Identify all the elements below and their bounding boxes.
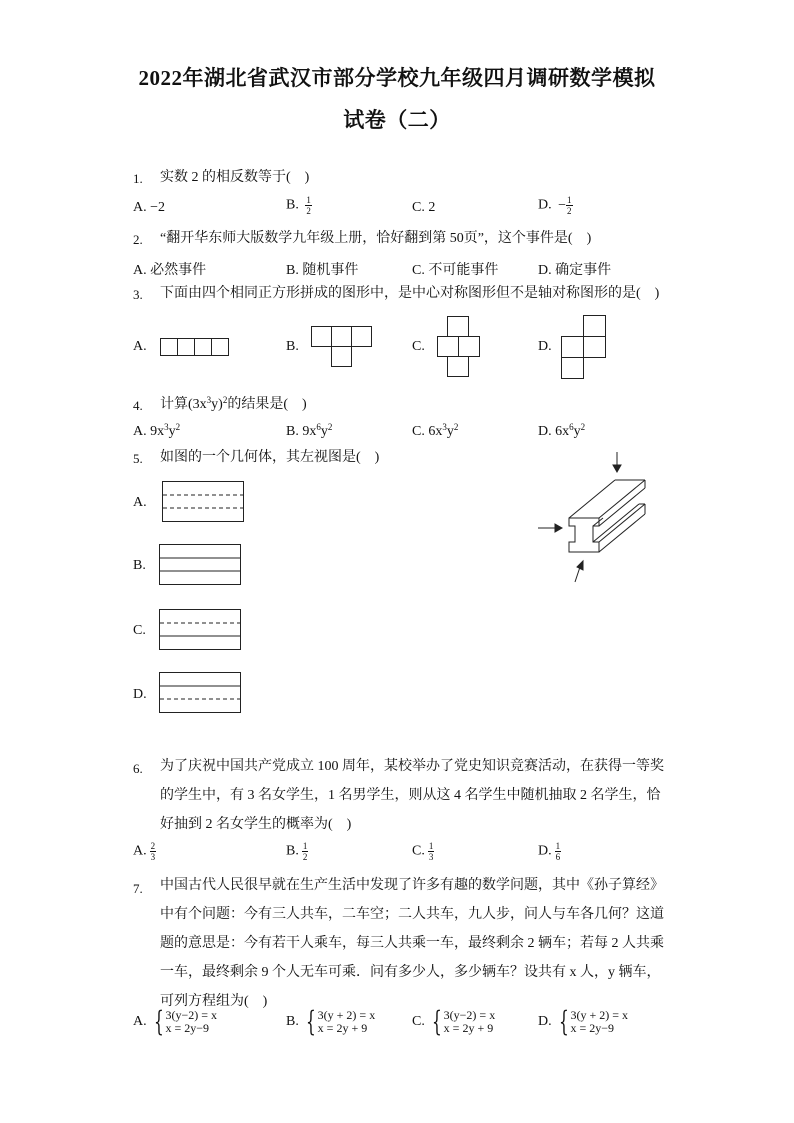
- option-label: D.: [538, 197, 552, 213]
- option-c[interactable]: [412, 200, 435, 216]
- option-d[interactable]: D. $6x^6y^2$: [538, 422, 586, 439]
- option-c[interactable]: C. 不可能事件: [412, 263, 499, 278]
- option-label: B.: [286, 197, 299, 213]
- l-shape-figure: [561, 315, 607, 381]
- view-a-figure: [162, 481, 244, 523]
- question-stem: “翻开华东师大版数学九年级上册，恰好翻到第 50页”，这个事件是( ): [160, 231, 592, 246]
- option-b[interactable]: B. { 3(y + 2) = x x = 2y + 9: [286, 1005, 376, 1038]
- page-title-line-1: 2022年湖北省武汉市部分学校九年级四月调研数学模拟: [138, 66, 656, 90]
- option-c[interactable]: C. $6x^3y^2$: [412, 422, 459, 439]
- option-a[interactable]: A. $9x^3y^2$: [133, 422, 181, 439]
- view-d-figure: [159, 672, 241, 714]
- question-number: 3.: [133, 287, 143, 302]
- option-a[interactable]: A.: [133, 495, 147, 510]
- option-a[interactable]: [133, 200, 165, 216]
- option-a[interactable]: A. 必然事件: [133, 263, 207, 278]
- option-d[interactable]: D. $\frac{1}{6}$: [538, 841, 561, 862]
- question-stem: 下面由四个相同正方形拼成的图形中，是中心对称图形但不是轴对称图形的是( ): [160, 286, 660, 301]
- option-a[interactable]: A. { 3(y−2) = x x = 2y−9: [133, 1005, 217, 1038]
- question-number: 2.: [133, 232, 143, 247]
- question-number: 4.: [133, 398, 143, 413]
- i-beam-solid-figure: [535, 448, 665, 588]
- t-shape-figure: [311, 326, 373, 368]
- option-text: 2: [428, 200, 436, 215]
- option-a[interactable]: A. $\frac{2}{3}$: [133, 841, 156, 862]
- option-d[interactable]: D.: [133, 687, 147, 702]
- option-a[interactable]: A.: [133, 339, 147, 354]
- staggered-squares-figure: [437, 316, 481, 380]
- option-b[interactable]: B. $\frac{1}{2}$: [286, 841, 308, 862]
- option-b[interactable]: B. $9x^6y^2$: [286, 422, 333, 439]
- option-d[interactable]: D. 确定事件: [538, 263, 612, 278]
- option-b[interactable]: [286, 195, 312, 216]
- option-d[interactable]: D.: [538, 339, 552, 354]
- view-b-figure: [159, 544, 241, 586]
- question-number: 6.: [133, 761, 143, 776]
- question-stem: 实数 2 的相反数等于( ): [160, 170, 310, 185]
- option-d[interactable]: D. { 3(y + 2) = x x = 2y−9: [538, 1005, 628, 1038]
- option-c[interactable]: C. { 3(y−2) = x x = 2y + 9: [412, 1005, 496, 1038]
- option-label: A.: [133, 200, 147, 215]
- fraction: $\frac{1}{2}$: [306, 195, 311, 216]
- four-squares-row-figure: [160, 338, 232, 356]
- option-c[interactable]: C.: [133, 623, 146, 638]
- option-b[interactable]: B.: [286, 339, 299, 354]
- view-c-figure: [159, 609, 241, 651]
- question-stem: 计算$(3x^3y)^2$的结果是( ): [160, 395, 307, 412]
- question-number: 5.: [133, 451, 143, 466]
- question-stem: 如图的一个几何体，其左视图是( ): [160, 450, 380, 465]
- question-stem: 为了庆祝中国共产党成立 100 周年，某校举办了党史知识竞赛活动，在获得一等奖 的学生中，有 3 名女学生，1 名男学生，则从这 4 名学生中随机抽取 2 名学生，恰 好抽到 2 名女学生的概率为( ): [160, 759, 664, 832]
- question-stem: 中国古代人民很早就在生产生活中发现了许多有趣的数学问题，其中《孙子算经》 中有个问题：今有三人共车，二车空；二人共车，九人步，问人与车各几何？这道 题的意思是：今有若干人乘车，每三人共乘一车，最终剩余 2 辆车；若每 2 人共乘 一车，最终剩余 9 个人无车可乘．问有多少人，多少辆车？设共有 x 人，y 辆车， 可列方程组为( ): [160, 878, 664, 1009]
- option-b[interactable]: B. 随机事件: [286, 263, 359, 278]
- question-number: 1.: [133, 171, 143, 186]
- option-c[interactable]: C.: [412, 339, 425, 354]
- option-text: −2: [150, 200, 166, 215]
- option-c[interactable]: C. $\frac{1}{3}$: [412, 841, 434, 862]
- fraction: $\frac{1}{2}$: [567, 195, 572, 216]
- option-d[interactable]: [538, 195, 573, 216]
- option-b[interactable]: B.: [133, 558, 146, 573]
- option-label: C.: [412, 200, 425, 215]
- minus-sign: −: [558, 197, 567, 213]
- page-title-line-2: 试卷（二）: [343, 108, 451, 132]
- question-number: 7.: [133, 881, 143, 896]
